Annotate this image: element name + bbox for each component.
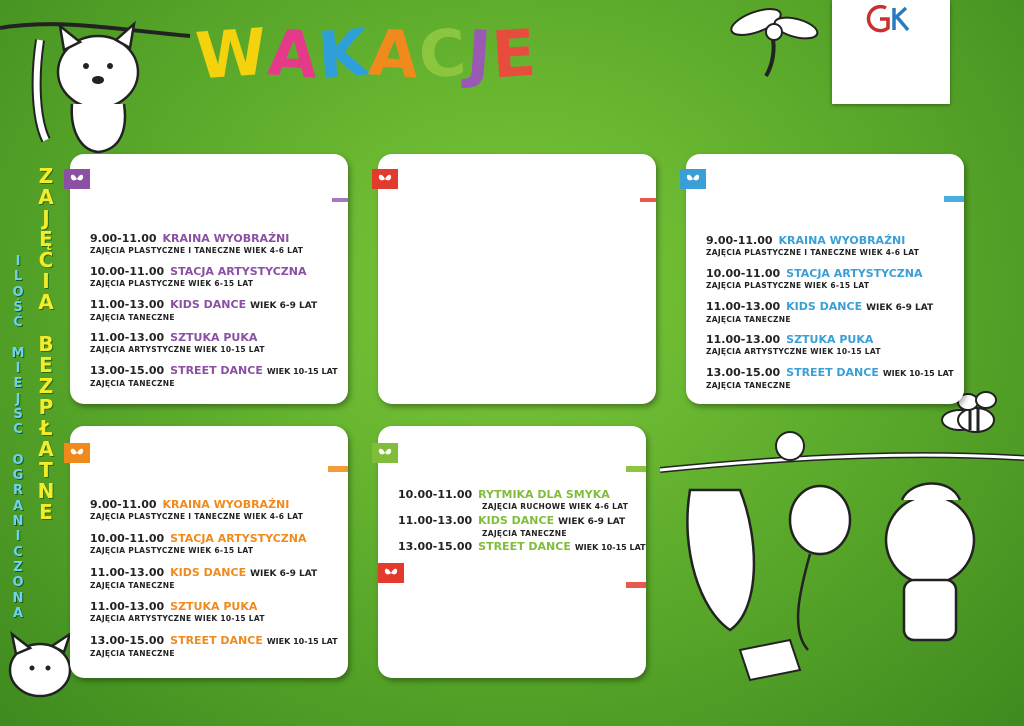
activity-name: STACJA ARTYSTYCZNA	[786, 267, 923, 280]
activity-age: WIEK 6-9 LAT	[250, 301, 318, 311]
activity-item	[398, 514, 638, 539]
activity-name: STACJA ARTYSTYCZNA	[170, 532, 307, 545]
activity-description: ZAJĘCIA TANECZNE	[90, 649, 175, 658]
activity-item	[90, 532, 340, 556]
vertical-letter: Ł	[39, 416, 53, 440]
activity-item	[706, 234, 956, 258]
activity-description: ZAJĘCIA PLASTYCZNE WIEK 6-15 LAT	[706, 281, 870, 290]
activity-age: WIEK 10-15 LAT	[574, 543, 646, 552]
vertical-letter: C	[13, 544, 23, 560]
butterfly-icon	[378, 563, 404, 583]
activity-item	[398, 488, 638, 512]
vertical-letter: I	[15, 361, 21, 377]
activity-age: WIEK 10-15 LAT	[266, 637, 338, 646]
day-tag-thursday	[64, 440, 114, 466]
activity-time: 9.00-11.00	[706, 234, 773, 247]
activity-description: ZAJĘCIA PLASTYCZNE WIEK 6-15 LAT	[90, 279, 254, 288]
title-letter: E	[489, 16, 540, 94]
activity-age: WIEK 10-15 LAT	[266, 367, 338, 376]
activity-time: 13.00-15.00	[398, 540, 473, 553]
activity-description: ZAJĘCIA PLASTYCZNE WIEK 6-15 LAT	[90, 546, 254, 555]
activity-name: STREET DANCE	[478, 540, 571, 553]
activity-description: ZAJĘCIA TANECZNE	[706, 381, 791, 390]
vertical-letter: Z	[13, 559, 23, 575]
vertical-letter: I	[15, 254, 21, 269]
vertical-letter	[16, 330, 21, 345]
activity-description: ZAJĘCIA ARTYSTYCZNE WIEK 10-15 LAT	[706, 347, 881, 356]
activity-name: KIDS DANCE	[478, 514, 555, 527]
activity-time: 13.00-15.00	[90, 364, 165, 377]
butterfly-icon	[372, 169, 398, 189]
activity-name: SZTUKA PUKA	[170, 331, 258, 344]
vertical-letter: T	[39, 458, 53, 482]
activity-description: ZAJĘCIA PLASTYCZNE I TANECZNE WIEK 4-6 LAT	[90, 512, 304, 521]
activity-name: KRAINA WYOBRAŹNI	[162, 498, 290, 511]
activity-item	[90, 265, 340, 289]
activity-description: ZAJĘCIA ARTYSTYCZNE WIEK 10-15 LAT	[90, 345, 265, 354]
activity-name: SZTUKA PUKA	[786, 333, 874, 346]
vertical-letter: P	[38, 395, 54, 419]
activity-time: 11.00-13.00	[706, 300, 781, 313]
vertical-letter	[43, 313, 50, 334]
activity-description: ZAJĘCIA TANECZNE	[706, 315, 791, 324]
activity-age: WIEK 6-9 LAT	[866, 303, 934, 313]
vertical-letter: I	[15, 529, 21, 545]
day-tag-tuesday-second	[378, 560, 428, 586]
activity-item	[90, 498, 340, 522]
title-letter: A	[265, 16, 321, 94]
activity-description: ZAJĘCIA PLASTYCZNE I TANECZNE WIEK 4-6 LAT	[706, 248, 920, 257]
vertical-letter: A	[12, 498, 24, 514]
activity-age: WIEK 10-15 LAT	[882, 369, 954, 378]
vertical-letter: R	[12, 483, 23, 499]
activity-name: KRAINA WYOBRAŹNI	[778, 234, 906, 247]
vertical-letter: M	[11, 345, 25, 361]
subtitle	[210, 88, 216, 132]
activity-item	[90, 600, 340, 624]
day-tag-monday	[64, 166, 114, 192]
activity-time: 11.00-13.00	[90, 298, 165, 311]
vertical-letter: Ę	[39, 227, 53, 251]
date-tag	[332, 198, 348, 202]
day-name	[398, 440, 422, 466]
vertical-limited-places	[8, 254, 28, 621]
activity-time: 10.00-11.00	[90, 532, 165, 545]
activity-name: SZTUKA PUKA	[170, 600, 258, 613]
day-tag-friday	[372, 440, 422, 466]
vertical-letter: Ś	[13, 299, 23, 315]
activity-item	[90, 566, 340, 591]
activity-item	[90, 634, 340, 659]
activity-description: ZAJĘCIA RUCHOWE WIEK 4-6 LAT	[482, 502, 629, 511]
activity-name: KRAINA WYOBRAŹNI	[162, 232, 290, 245]
activity-description: ZAJĘCIA TANECZNE	[482, 529, 567, 538]
day-name	[398, 166, 422, 192]
vertical-letter	[16, 438, 21, 453]
vertical-letter: O	[12, 575, 24, 591]
vertical-letter: L	[13, 269, 23, 285]
vertical-letter: Z	[38, 374, 54, 398]
vertical-letter: Ć	[13, 315, 23, 331]
activity-description: ZAJĘCIA TANECZNE	[90, 379, 175, 388]
vertical-letter: A	[38, 437, 54, 461]
vertical-letter: N	[12, 590, 24, 606]
vertical-letter: E	[39, 500, 53, 524]
activity-time: 13.00-15.00	[90, 634, 165, 647]
activity-item	[90, 298, 340, 323]
vertical-free-classes	[34, 166, 58, 523]
day-name	[90, 440, 114, 466]
vertical-letter: I	[42, 269, 50, 293]
day-tag-tuesday	[372, 166, 422, 192]
activity-name: RYTMIKA DLA SMYKA	[478, 488, 610, 501]
activity-item	[90, 331, 340, 355]
vertical-letter: A	[12, 605, 24, 621]
vertical-letter: A	[38, 290, 54, 314]
dragonfly-illustration	[716, 0, 826, 80]
date-tag	[640, 198, 656, 202]
activity-time: 10.00-11.00	[398, 488, 473, 501]
activity-description: ZAJĘCIA TANECZNE	[90, 313, 175, 322]
activity-item	[706, 333, 956, 357]
activity-name: KIDS DANCE	[786, 300, 863, 313]
activity-age: WIEK 6-9 LAT	[250, 569, 318, 579]
vertical-letter: E	[13, 376, 23, 392]
vertical-letter: E	[39, 353, 53, 377]
main-title	[193, 15, 540, 95]
butterfly-icon	[64, 169, 90, 189]
activity-item	[706, 267, 956, 291]
title-letter: J	[464, 17, 495, 93]
vertical-letter: S	[13, 406, 23, 422]
activity-description: ZAJĘCIA ARTYSTYCZNE WIEK 10-15 LAT	[90, 614, 265, 623]
activity-age: WIEK 6-9 LAT	[558, 517, 626, 527]
vertical-letter: C	[38, 248, 54, 272]
vertical-letter: N	[12, 514, 24, 530]
activity-time: 9.00-11.00	[90, 232, 157, 245]
activity-time: 10.00-11.00	[706, 267, 781, 280]
day-name	[404, 560, 428, 586]
vertical-letter: C	[13, 422, 23, 438]
activity-time: 11.00-13.00	[706, 333, 781, 346]
activity-time: 11.00-13.00	[90, 600, 165, 613]
date-tag-second	[626, 582, 646, 588]
activity-name: KIDS DANCE	[170, 566, 247, 579]
activity-time: 9.00-11.00	[90, 498, 157, 511]
butterfly-icon	[64, 443, 90, 463]
activity-name: STACJA ARTYSTYCZNA	[170, 265, 307, 278]
title-letter: A	[366, 16, 422, 94]
vertical-letter: O	[12, 284, 24, 300]
butterfly-icon	[680, 169, 706, 189]
activity-item	[398, 540, 646, 555]
activity-description: ZAJĘCIA TANECZNE	[90, 581, 175, 590]
date-tag	[626, 466, 646, 472]
activity-name: STREET DANCE	[170, 364, 263, 377]
vertical-letter: G	[12, 468, 24, 484]
vertical-letter: N	[37, 479, 55, 503]
vertical-letter: A	[38, 185, 54, 209]
activity-item	[90, 364, 340, 389]
activity-name: STREET DANCE	[170, 634, 263, 647]
activity-item	[706, 366, 956, 391]
activity-item	[706, 300, 956, 325]
title-letter: W	[193, 15, 271, 95]
vertical-letter: J	[42, 206, 50, 230]
date-tag	[944, 196, 964, 202]
vertical-letter: O	[12, 452, 24, 468]
activity-time: 11.00-13.00	[398, 514, 473, 527]
activity-item	[90, 232, 340, 256]
activity-description: ZAJĘCIA PLASTYCZNE I TANECZNE WIEK 4-6 LAT	[90, 246, 304, 255]
vertical-letter: B	[38, 332, 54, 356]
day-name	[706, 166, 730, 192]
footer-info	[0, 688, 1024, 712]
title-letter: K	[315, 16, 372, 94]
butterfly-icon	[372, 443, 398, 463]
day-name	[90, 166, 114, 192]
day-tag-wednesday	[680, 166, 730, 192]
vertical-letter: Z	[38, 164, 54, 188]
activity-time: 11.00-13.00	[90, 566, 165, 579]
date-tag	[328, 466, 348, 472]
activity-time: 13.00-15.00	[706, 366, 781, 379]
gok-logo	[832, 0, 950, 104]
activity-name: KIDS DANCE	[170, 298, 247, 311]
gok-logo-mark	[866, 4, 914, 34]
cat-illustration	[0, 0, 200, 170]
activity-time: 10.00-11.00	[90, 265, 165, 278]
title-letter: C	[416, 16, 470, 94]
vertical-letter: J	[15, 391, 21, 407]
activity-name: STREET DANCE	[786, 366, 879, 379]
activity-time: 11.00-13.00	[90, 331, 165, 344]
